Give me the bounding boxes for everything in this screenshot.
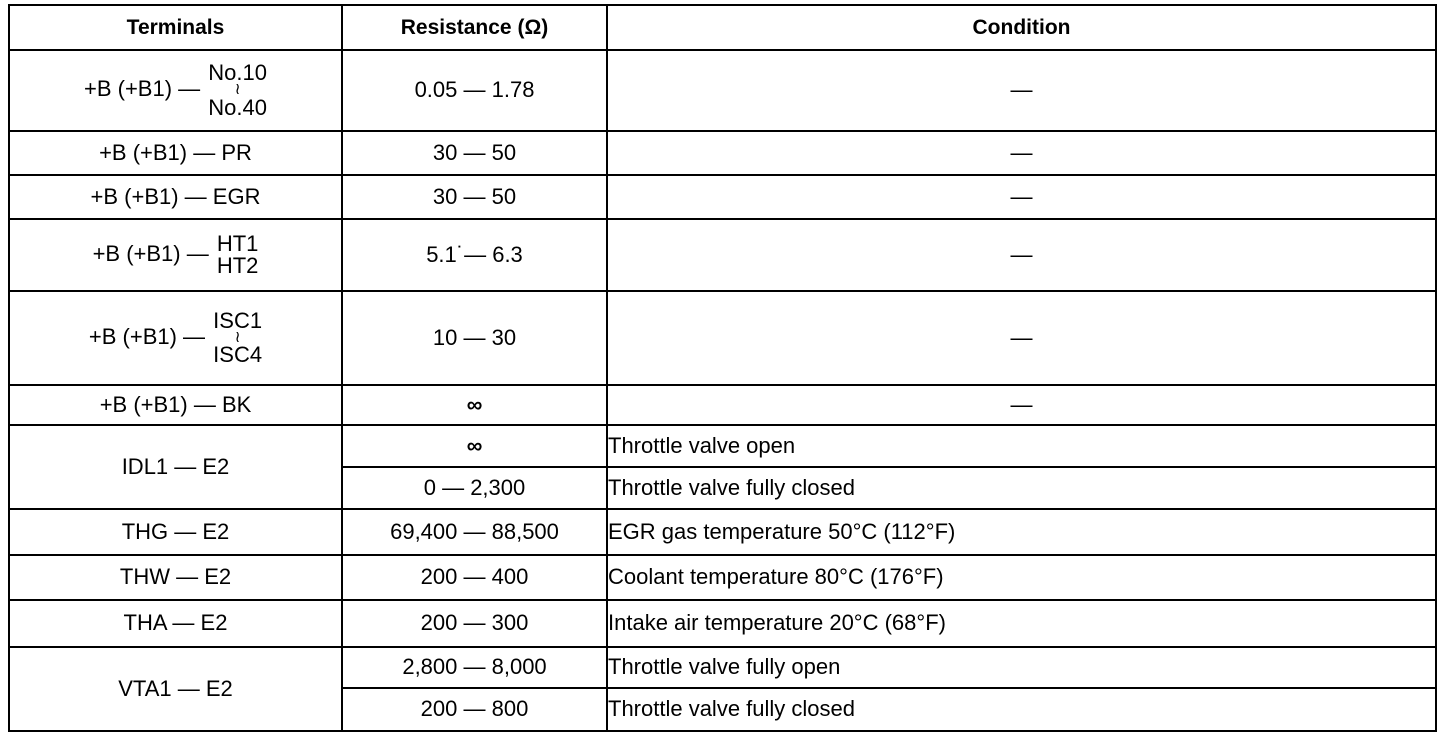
table-row	[9, 600, 1436, 647]
condition-cell: Intake air temperature 20°C (68°F)	[607, 600, 1436, 647]
terminal-cell	[9, 50, 342, 131]
terminal-cell	[9, 291, 342, 385]
header-resistance: Resistance (Ω)	[342, 5, 607, 50]
terminal-range-bottom: No.40	[208, 94, 267, 120]
terminal-prefix: +B (+B1) —	[88, 323, 206, 349]
terminal-cell: +B (+B1) — EGR	[9, 175, 342, 219]
condition-cell: —	[607, 50, 1436, 131]
terminal-prefix: +B (+B1) —	[84, 76, 201, 102]
table-row	[9, 175, 1436, 219]
terminal-range	[213, 307, 263, 368]
terminal-range-tilde: ≀	[234, 81, 241, 99]
table-row	[9, 425, 1436, 467]
resistance-cell: 0 — 2,300	[342, 467, 607, 509]
terminal-range-tilde: ≀	[234, 328, 241, 346]
resistance-cell: 0.05 — 1.78	[342, 50, 607, 131]
resistance-cell: 10 — 30	[342, 291, 607, 385]
resistance-cell: 200 — 400	[342, 555, 607, 600]
condition-cell: Throttle valve fully closed	[607, 467, 1436, 509]
condition-cell: —	[607, 291, 1436, 385]
terminal-cell: +B (+B1) — BK	[9, 385, 342, 425]
resistance-spec-table	[8, 4, 1437, 732]
resistance-cell: ∞	[342, 425, 607, 467]
terminal-range-top: HT1	[216, 231, 259, 256]
condition-cell: —	[607, 385, 1436, 425]
terminal-range-top: No.10	[208, 60, 267, 86]
condition-cell: Coolant temperature 80°C (176°F)	[607, 555, 1436, 600]
resistance-cell: 2,800 — 8,000	[342, 647, 607, 688]
terminal-range-top: ISC1	[213, 307, 263, 333]
table-row	[9, 509, 1436, 555]
resistance-cell: 30 — 50	[342, 131, 607, 175]
terminal-cell: IDL1 — E2	[9, 425, 342, 509]
condition-cell: Throttle valve fully open	[607, 647, 1436, 688]
resistance-cell: 69,400 — 88,500	[342, 509, 607, 555]
table-row	[9, 219, 1436, 291]
terminal-cell	[9, 219, 342, 291]
terminal-cell: THW — E2	[9, 555, 342, 600]
terminal-prefix: +B (+B1) —	[92, 240, 209, 266]
condition-cell: —	[607, 131, 1436, 175]
terminal-cell: THA — E2	[9, 600, 342, 647]
table-row	[9, 50, 1436, 131]
table-row	[9, 555, 1436, 600]
terminal-range-bottom: HT2	[216, 253, 259, 278]
table-row	[9, 131, 1436, 175]
table-row	[9, 385, 1436, 425]
condition-cell: Throttle valve fully closed	[607, 688, 1436, 731]
header-terminals: Terminals	[9, 5, 342, 50]
condition-cell: —	[607, 219, 1436, 291]
terminal-cell: VTA1 — E2	[9, 647, 342, 731]
resistance-cell: ∞	[342, 385, 607, 425]
terminal-range-bottom: ISC4	[213, 342, 263, 368]
terminal-cell: +B (+B1) — PR	[9, 131, 342, 175]
condition-cell: Throttle valve open	[607, 425, 1436, 467]
terminal-cell: THG — E2	[9, 509, 342, 555]
terminal-range	[217, 233, 259, 277]
condition-cell: EGR gas temperature 50°C (112°F)	[607, 509, 1436, 555]
resistance-cell: 5.1˙— 6.3	[342, 219, 607, 291]
header-condition: Condition	[607, 5, 1436, 50]
header-row	[9, 5, 1436, 50]
table-row	[9, 647, 1436, 688]
resistance-cell: 200 — 300	[342, 600, 607, 647]
resistance-cell: 30 — 50	[342, 175, 607, 219]
table-row	[9, 291, 1436, 385]
terminal-range	[208, 62, 267, 119]
condition-cell: —	[607, 175, 1436, 219]
resistance-cell: 200 — 800	[342, 688, 607, 731]
